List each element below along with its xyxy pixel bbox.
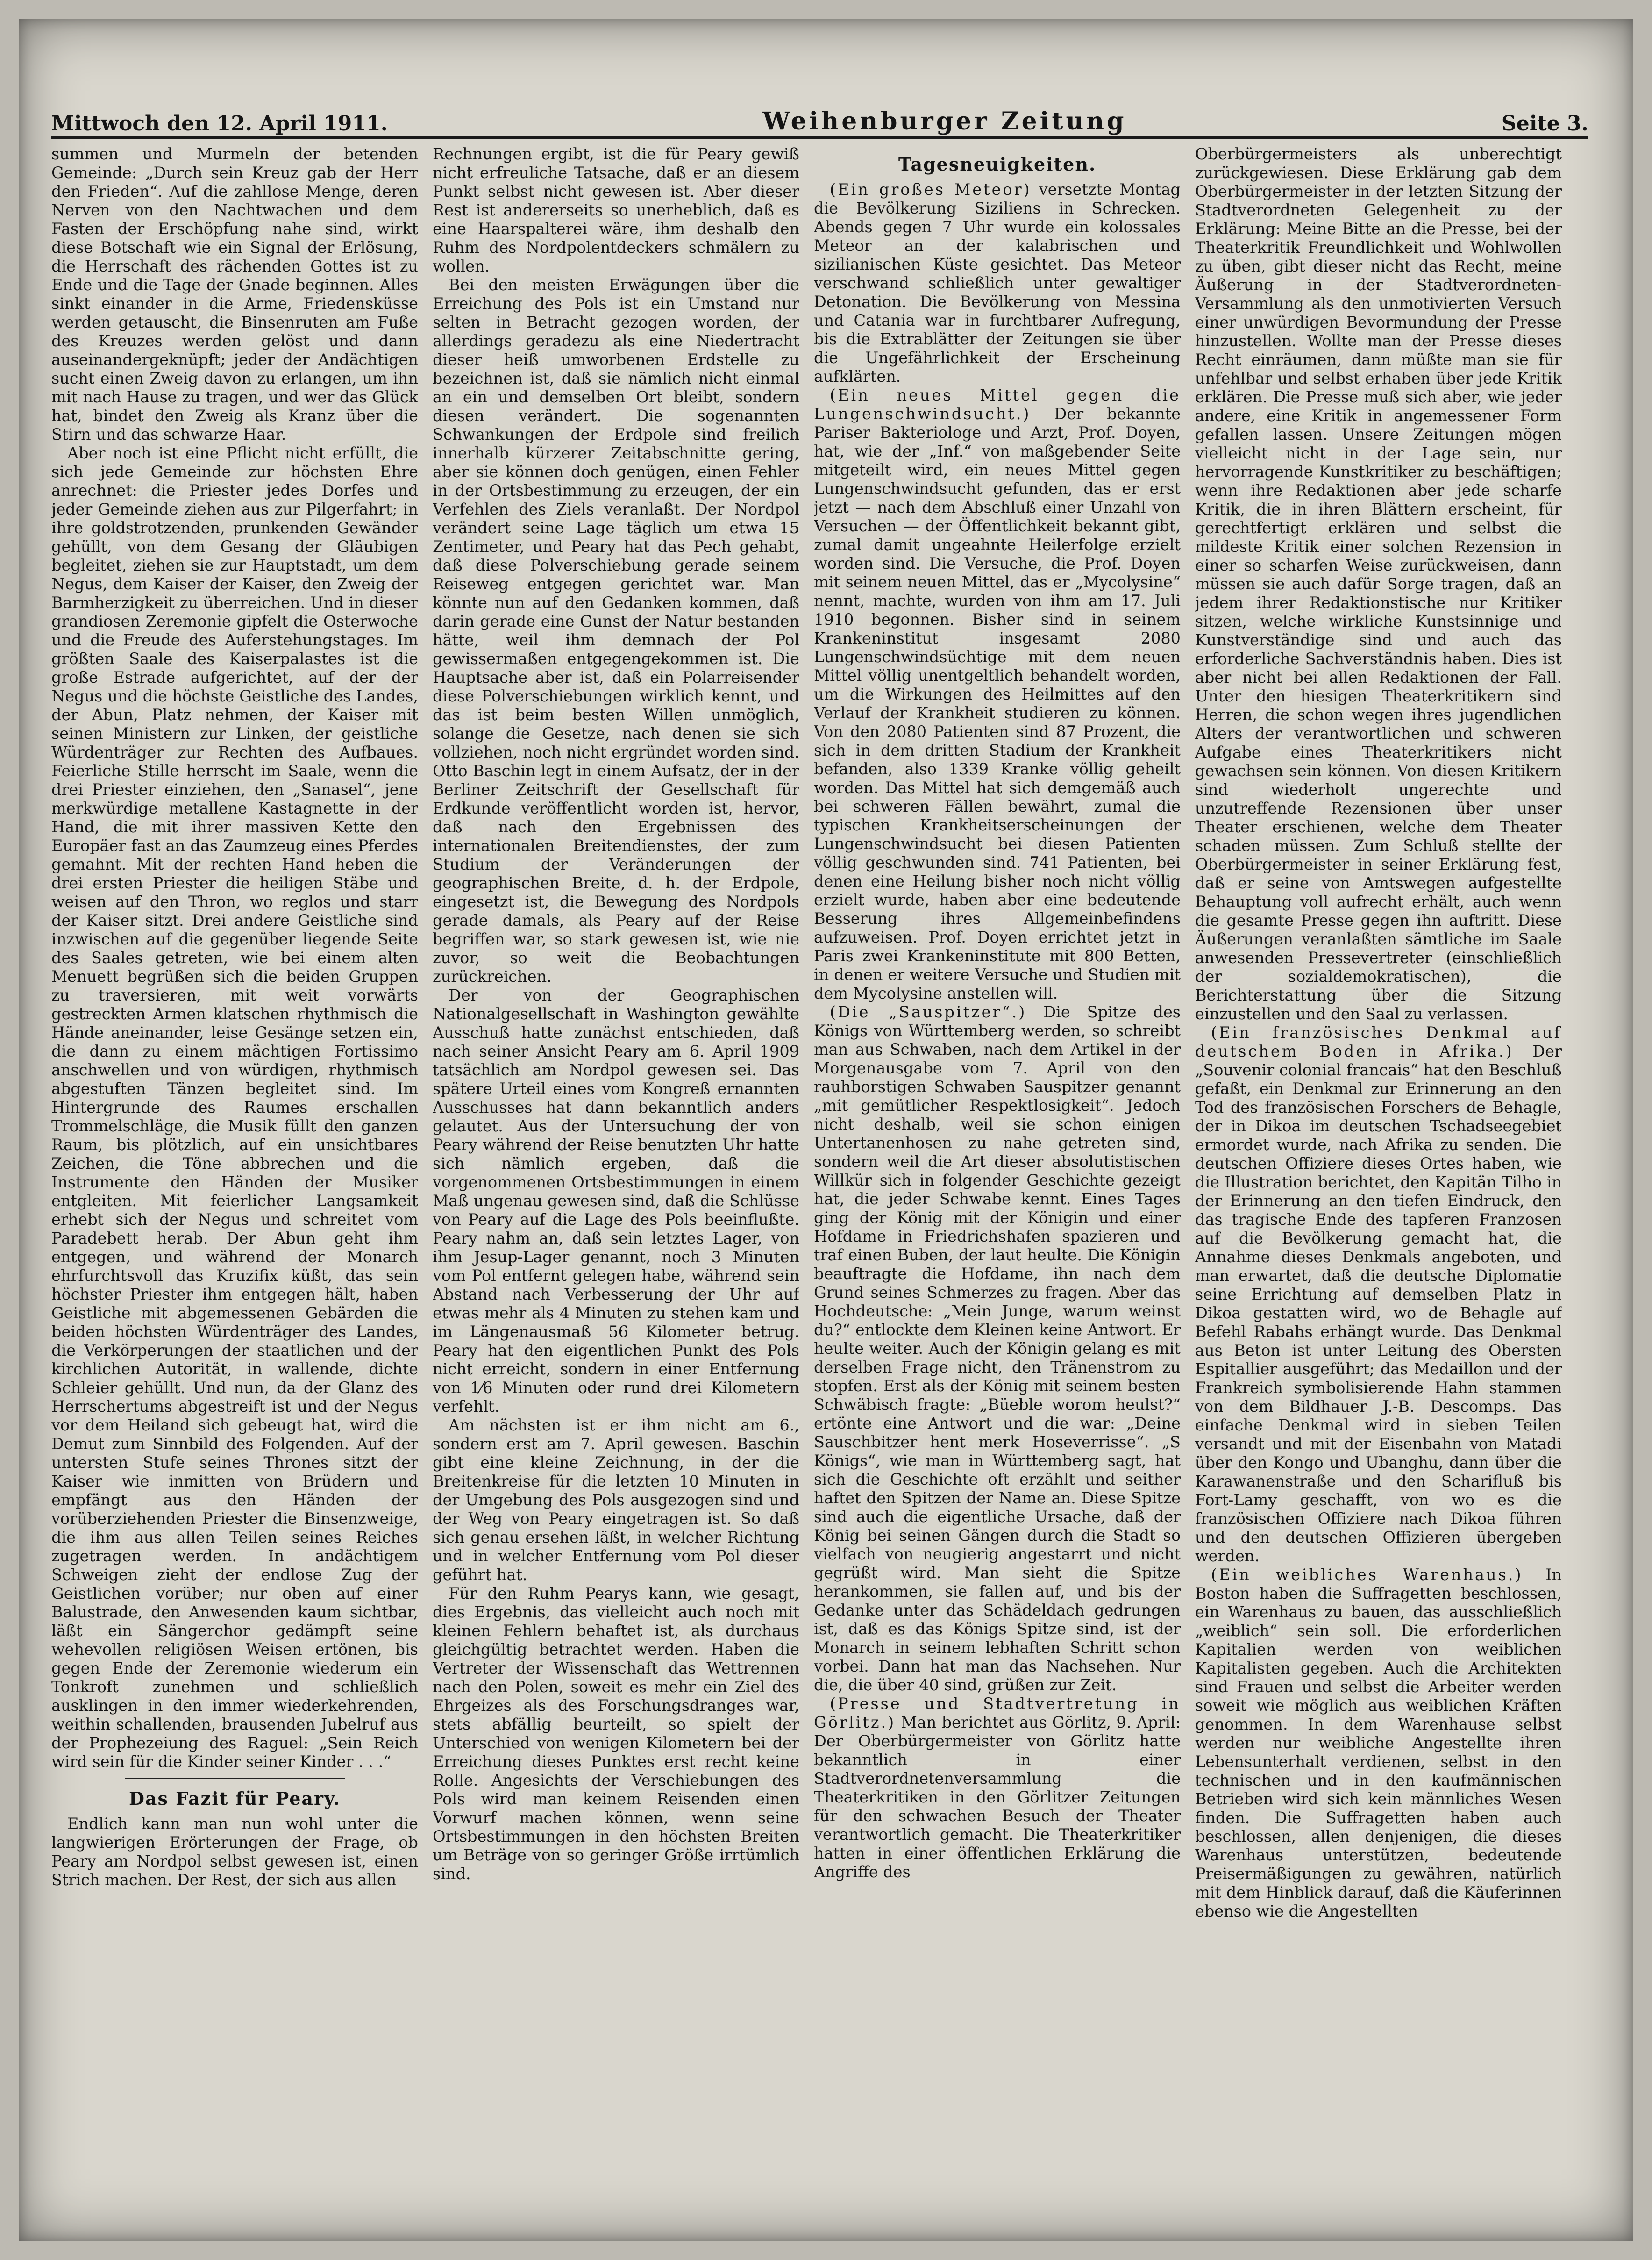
news-goerlitz (814, 1695, 1181, 1881)
peary-paragraph-6: Für den Ruhm Pearys kann, wie gesagt, dies Ergebnis, das vielleicht auch noch mit kleinen Fehlern behaftet ist, als durchaus gleichgültig betrachtet werden. Haben die Vertreter der Wissenschaft das Wettrennen nach den Polen, soweit es mehr ein Ziel des Ehrgeizes als des Forschungsdranges war, stets abfällig beurteilt, so spielt der Unterschied von wenigen Kilometern bei der Erreichung dieses Punktes erst recht keine Rolle. Angesichts der Verschiebungen des Pols wird man keinem Reisenden einen Vorwurf machen können, wenn seine Ortsbestimmungen in den höchsten Breiten um Beträge von so geringer Größe irrtümlich sind. (433, 1584, 799, 1883)
peary-paragraph-5: Am nächsten ist er ihm nicht am 6., sondern erst am 7. April gewesen. Baschin gibt eine kleine Zeichnung, in der die Breitenkreise für die letzten 10 Minuten in der Umgebung des Pols ausgezogen sind und der Weg von Peary eingetragen ist. So daß sich genau ersehen läßt, in welcher Richtung und in welcher Entfernung vom Pol dieser geführt hat. (433, 1416, 799, 1584)
news-denkmal-afrika-body: Der „Souvenir colonial francais“ hat den Beschluß gefaßt, ein Denkmal zur Erinnerung an den Tod des französischen Forschers de Behagle, der in Dikoa im deutschen Tschadseegebiet ermordet wurde, nach Afrika zu senden. Die deutschen Offiziere dieses Ortes haben, wie die Illustration berichtet, den Kapitän Tilho in der Erinnerung an den tiefen Eindruck, den das tragische Ende des tapferen Franzosen auf die Bevölkerung gemacht hat, die Annahme dieses Denkmals angeboten, und man erwartet, daß die deutsche Diplomatie seine Errichtung auf demselben Platz in Dikoa gestatten wird, wo de Behagle auf Befehl Rabahs erhängt wurde. Das Denkmal aus Beton ist unter Leitung des Obersten Espitallier ausgeführt; das Medaillon und der Frankreich symbolisierende Hahn stammen von dem Bildhauer J.-B. Descomps. Das einfache Denkmal wird in sieben Teilen versandt und mit der Eisenbahn von Matadi über den Kongo und Ubanghu, dann über die Karawanenstraße und den Scharifluß bis Fort-Lamy geschafft, von wo es die französischen Offiziere nach Dikoa führen und den deutschen Offizieren übergeben werden. (1195, 1042, 1562, 1565)
news-meteor (814, 180, 1181, 386)
news-sauspitzer (814, 1003, 1181, 1695)
heading-tagesneuigkeiten: Tagesneuigkeiten. (898, 154, 1097, 175)
news-denkmal-afrika (1195, 1023, 1562, 1566)
news-warenhaus-body: In Boston haben die Suffragetten beschlossen, ein Warenhaus zu bauen, das ausschließlich „weiblich“ sein soll. Die erforderlichen Kapitalien werden von weiblichen Kapitalisten gegeben. Auch die Architekten sind Frauen und selbst die Arbeiter werden soweit wie möglich aus weiblichen Kräften genommen. In dem Warenhause selbst werden nur weibliche Angestellte ihren Lebensunterhalt verdienen, selbst in den technischen und in den kaufmännischen Betrieben wird sich kein männliches Wesen finden. Die Suffragetten haben auch beschlossen, allen denjenigen, die dieses Warenhaus unterstützen, bedeutende Preisermäßigungen zu gewähren, natürlich mit dem Hinblick darauf, daß die Käuferinnen ebenso wie die Angestellten (1195, 1566, 1562, 1920)
news-meteor-body: versetzte Montag die Bevölkerung Siziliens in Schrecken. Abends gegen 7 Uhr wurde ein kolossales Meteor an der kalabrischen und sizilianischen Küste gesichtet. Das Meteor verschwand schließlich unter gewaltiger Detonation. Die Bevölkerung von Messina und Catania war in furchtbarer Aufregung, bis die Extrablätter der Zeitungen sie über die Ungefährlichkeit der Erscheinung aufklärten. (814, 180, 1181, 386)
abyssinia-easter-paragraph-1: summen und Murmeln der betenden Gemeinde: „Durch sein Kreuz gab der Herr den Frieden“. Auf die zahllose Menge, deren Nerven von den Nachtwachen und dem Fasten der Erschöpfung nahe sind, wirkt diese Botschaft wie ein Signal der Erlösung, die Herrschaft des rächenden Gottes ist zu Ende und die Tage der Gnade beginnen. Alles sinkt einander in die Arme, Friedensküsse werden getauscht, die Binsenruten am Fuße des Kreuzes werden gelöst und dann auseinandergeknüpft; jeder der Andächtigen sucht einen Zweig davon zu erlangen, um ihn mit nach Hause zu tragen, und wer das Glück hat, bindet den Zweig als Kranz über die Stirn und das schwarze Haar. (51, 145, 418, 443)
masthead (51, 89, 1588, 139)
news-sauspitzer-body: Die Spitze des Königs von Württemberg werden, so schreibt man aus Schwaben, nach dem Artikel in der Morgenausgabe vom 7. April von den rauhborstigen Schwaben Sauspitzer genannt „mit gemütlicher Respektlosigkeit“. Jedoch nicht deshalb, weil sie schon einigen Untertanenhosen zu nahe getreten sind, sondern weil die Art dieser absolutistischen Willkür sich in folgender Geschichte gezeigt hat, die jeder Schwabe kennt. Eines Tages ging der König mit der Königin und einer Hofdame in Friedrichshafen spazieren und traf einen Buben, der laut heulte. Die Königin beauftragte die Hofdame, ihn nach dem Grund seines Schmerzes zu fragen. Aber das Hochdeutsche: „Mein Junge, warum weinst du?“ entlockte dem Kleinen keine Antwort. Er heulte weiter. Auch der Königin gelang es mit derselben Frage nicht, den Tränenstrom zu stopfen. Erst als der König mit seinem besten Schwäbisch fragte: „Büeble worom heulst?“ ertönte eine Antwort und die war: „Deine Sauschbitzer hent merk Hoseverrisse“. „S Königs“, wie man in Württemberg sagt, hat sich die Geschichte oft erzählt und seither haftet den Spitzen der Name an. Diese Spitze sind auch die eigentliche Ursache, daß der König bei seinen Gängen durch die Stadt so vielfach von neugierig angestarrt und nicht gegrüßt wird. Man sieht die Spitze herankommen, sie fallen auf, und bis der Gedanke unter das Schädeldach gedrungen ist, daß es das Königs Spitze sind, ist der Monarch in seinem lebhaften Schritt schon vorbei. Dann hat man das Nachsehen. Nur die, die über 40 sind, grüßen zur Zeit. (814, 1003, 1181, 1694)
article-columns (51, 145, 1588, 2210)
news-sauspitzer-head: (Die „Sauspitzer“.) (830, 1003, 1027, 1021)
peary-paragraph-3: Bei den meisten Erwägungen über die Erreichung des Pols ist ein Umstand nur selten in Betracht gezogen worden, der allerdings geradezu als eine Niedertracht dieser heiß umworbenen Erdstelle zu bezeichnen ist, daß sie nämlich nicht einmal an ein und demselben Ort bleibt, sondern diesen verändert. Die sogenannten Schwankungen der Erdpole sind freilich innerhalb kürzerer Zeitabschnitte gering, aber sie können doch genügen, einen Fehler in der Ortsbestimmung zu erzeugen, der ein Verfehlen des Ziels veranlaßt. Der Nordpol verändert seine Lage täglich um etwa 15 Zentimeter, und Peary hat das Pech gehabt, daß diese Polverschiebung gerade seinem Reiseweg entgegen gerichtet war. Man könnte nun auf den Gedanken kommen, daß darin gerade eine Gunst der Natur bestanden hätte, weil ihm demnach der Pol gewissermaßen entgegengekommen ist. Die Hauptsache aber ist, daß ein Polarreisender diese Polverschiebungen wirklich kennt, und das ist beim besten Willen unmöglich, solange die Gesetze, nach denen sie sich vollziehen, noch nicht ergründet worden sind. Otto Baschin legt in einem Aufsatz, der in der Berliner Zeitschrift der Gesellschaft für Erdkunde veröffentlicht worden ist, hervor, daß nach den Ergebnissen des internationalen Breitendienstes, der zum Studium der Veränderungen der geographischen Breite, d. h. der Erdpole, eingesetzt ist, die Bewegung des Nordpols gerade damals, als Peary auf der Reise begriffen war, so stark gewesen ist, wie nie zuvor, so weit die Beobachtungen zurückreichen. (433, 276, 799, 986)
page-number: Seite 3. (1501, 112, 1588, 136)
news-goerlitz-head: (Presse und Stadtvertretung in Görlitz.) (814, 1695, 1181, 1731)
news-warenhaus-head: (Ein weibliches Warenhaus.) (1211, 1566, 1523, 1584)
peary-paragraph-2: Rechnungen ergibt, ist die für Peary gewiß nicht erfreuliche Tatsache, daß er an diesem Punkt selbst nicht gewesen ist. Aber dieser Rest ist andererseits so unerheblich, daß es eine Haarspalterei wäre, ihm deshalb den Ruhm des Nordpolentdeckers schmälern zu wollen. (433, 145, 799, 275)
issue-date: Mittwoch den 12. April 1911. (51, 112, 388, 136)
peary-paragraph-1: Endlich kann man nun wohl unter die langwierigen Erörterungen der Frage, ob Peary am Nordpol selbst gewesen ist, einen Strich machen. Der Rest, der sich aus allen (51, 1815, 418, 1889)
news-meteor-head: (Ein großes Meteor) (830, 180, 1032, 199)
column-2 (433, 145, 799, 2210)
news-denkmal-afrika-head: (Ein französisches Denkmal auf deutschem Boden in Afrika.) (1195, 1023, 1562, 1060)
news-lungenschwindsucht (814, 386, 1181, 1003)
news-warenhaus (1195, 1566, 1562, 1921)
newspaper-page (19, 19, 1633, 2241)
column-1 (51, 145, 418, 2210)
news-goerlitz-body: Man berichtet aus Görlitz, 9. April: Der Oberbürgermeister von Görlitz hatte bekanntlich in einer Stadtverordnetenversammlung die Theaterkritiken in den Görlitzer Zeitungen für den schwachen Besuch der Theater verantwortlich gemacht. Die Theaterkritiker hatten in einer öffentlichen Erklärung die Angriffe des (814, 1713, 1181, 1881)
column-3 (814, 145, 1181, 2210)
section-divider (125, 1778, 345, 1779)
newspaper-title: Weihenburger Zeitung (762, 107, 1127, 136)
heading-fazit-peary: Das Fazit für Peary. (128, 1788, 341, 1809)
column-4 (1195, 145, 1562, 2210)
news-goerlitz-continued: Oberbürgermeisters als unberechtigt zurückgewiesen. Diese Erklärung gab dem Oberbürgermeister in der letzten Sitzung der Stadtverordneten Gelegenheit zu der Erklärung: Meine Bitte an die Presse, bei der Theaterkritik Freundlichkeit und Wohlwollen zu üben, gibt dieser nicht das Recht, meine Äußerung in der Stadtverordneten-Versammlung als den unmotivierten Versuch einer unwürdigen Bevormundung der Presse hinzustellen. Wollte man der Presse dieses Recht einräumen, dann müßte man sie für unfehlbar und selbst erhaben über jede Kritik erklären. Die Presse muß sich aber, wie jeder andere, eine Kritik in angemessener Form gefallen lassen. Unsere Zeitungen mögen vielleicht nicht in der Lage sein, nur hervorragende Kunstkritiker zu beschäftigen; wenn ihre Redaktionen aber jede scharfe Kritik, die in ihren Blättern erscheint, für gerechtfertigt erklären und selbst die mildeste Kritik einer solchen Rezension in einer so scharfen Weise zurückweisen, dann müssen sie auch dafür Sorge tragen, daß an jedem ihrer Redaktionstische nur Kritiker sitzen, welche wirkliche Kunstsinnige und Kunstverständige sind und auch das erforderliche Sachverständnis haben. Dies ist aber nicht bei allen Redaktionen der Fall. Unter den hiesigen Theaterkritikern sind Herren, die schon wegen ihres jugendlichen Alters der verantwortlichen und schweren Aufgabe eines Theaterkritikers nicht gewachsen sein können. Von diesen Kritikern sind wiederholt ungerechte und unzutreffende Rezensionen über unser Theater erschienen, welche dem Theater schaden müssen. Zum Schluß stellte der Oberbürgermeister in seiner Erklärung fest, daß er seine von Amtswegen aufgestellte Behauptung voll aufrecht erhält, auch wenn die gesamte Presse gegen ihn auftritt. Diese Äußerungen veranlaßten sämtliche im Saale anwesenden Pressevertreter (einschließlich der sozialdemokratischen), die Berichterstattung über die Sitzung einzustellen und den Saal zu verlassen. (1195, 145, 1562, 1023)
peary-paragraph-4: Der von der Geographischen Nationalgesellschaft in Washington gewählte Ausschuß hatte zunächst entschieden, daß nach seiner Ansicht Peary am 6. April 1909 tatsächlich am Nordpol gewesen sei. Das spätere Urteil eines vom Kongreß ernannten Ausschusses hat dann bekanntlich anders gelautet. Aus der Untersuchung der von Peary während der Reise benutzten Uhr hatte sich nämlich ergeben, daß die vorgenommenen Ortsbestimmungen in einem Maß ungenau gewesen sind, daß die Schlüsse von Peary auf die Lage des Pols beeinflußte. Peary nahm an, daß sein letztes Lager, von ihm Jesup-Lager genannt, noch 3 Minuten vom Pol entfernt gelegen habe, während sein Abstand nach Verbesserung der Uhr auf etwas mehr als 4 Minuten zu stehen kam und im Längenausmaß 56 Kilometer betrug. Peary hat den eigentlichen Punkt des Pols nicht erreicht, sondern in einer Entfernung von 1⁄6 Minuten oder rund drei Kilometern verfehlt. (433, 986, 799, 1416)
news-lungenschwindsucht-head: (Ein neues Mittel gegen die Lungenschwindsucht.) (814, 386, 1181, 423)
abyssinia-easter-paragraph-2: Aber noch ist eine Pflicht nicht erfüllt, die sich jede Gemeinde zur höchsten Ehre anrechnet: die Priester jedes Dorfes und jeder Gemeinde ziehen aus zur Pilgerfahrt; in ihre goldstrotzenden, prunkenden Gewänder gehüllt, von dem Gesang der Gläubigen begleitet, ziehen sie zur Hauptstadt, um dem Negus, dem Kaiser der Kaiser, den Zweig der Barmherzigkeit zu überreichen. Und in dieser grandiosen Zeremonie gipfelt die Osterwoche und die Freude des Auferstehungstages. Im größten Saale des Kaiserpalastes ist die große Estrade aufgerichtet, auf der der Negus und die höchste Geistliche des Landes, der Abun, Platz nehmen, der Kaiser mit seinen Ministern zur Linken, der geistliche Würdenträger zur Rechten des Aufbaues. Feierliche Stille herrscht im Saale, wenn die drei Priester einziehen, den „Sanasel“, jene merkwürdige metallene Kastagnette in der Hand, die mit ihrer massiven Kette den Europäer fast an das Zaumzeug eines Pferdes gemahnt. Mit der rechten Hand heben die drei ersten Priester die heiligen Stäbe und weisen auf den Thron, wo reglos und starr der Kaiser sitzt. Drei andere Geistliche sind inzwischen auf die gegenüber liegende Seite des Saales getreten, wie bei einem alten Menuett begrüßen sich die beiden Gruppen zu traversieren, mit weit vorwärts gestreckten Armen klatschen rhythmisch die Hände aneinander, leise Gesänge setzen ein, die dann zu einem mächtigen Fortissimo anschwellen und von würdigen, rhythmisch abgestuften Tänzen begleitet sind. Im Hintergrunde des Raumes erschallen Trommelschläge, die Musik füllt den ganzen Raum, bis plötzlich, auf ein unsichtbares Zeichen, die Töne abbrechen und die Instrumente den Händen der Musiker entgleiten. Mit feierlicher Langsamkeit erhebt sich der Negus und schreitet vom Paradebett herab. Der Abun geht ihm entgegen, und während der Monarch ehrfurchtsvoll das Kruzifix küßt, das sein höchster Priester ihm entgegen hält, haben Geistliche mit abgemessenen Gebärden die beiden höchsten Würdenträger des Landes, die Verkörperungen der staatlichen und der kirchlichen Autorität, in wallende, dichte Schleier gehüllt. Und nun, da der Glanz des Herrschertums abgestreift ist und der Negus vor dem Heiland sich gebeugt hat, wird die Demut zum Sinnbild des Folgenden. Auf der untersten Stufe seines Thrones sitzt der Kaiser wie inmitten von Brüdern und empfängt aus den Händen der vorüberziehenden Priester die Binsenzweige, die ihm aus allen Teilen seines Reiches zugetragen werden. In andächtigem Schweigen zieht der endlose Zug der Geistlichen vorüber; nur oben auf einer Balustrade, den Anwesenden kaum sichtbar, läßt ein Sängerchor gedämpft seine wehevollen religiösen Weisen ertönen, bis gegen Ende der Zeremonie wiederum ein Tonkroft zunehmen und schließlich ausklingen in den immer wiederkehrenden, weithin schallenden, brausenden Jubelruf aus der Prophezeiung des Raguel: „Sein Reich wird sein für die Kinder seiner Kinder . . .“ (51, 444, 418, 1771)
news-lungenschwindsucht-body: Der bekannte Pariser Bakteriologe und Arzt, Prof. Doyen, hat, wie der „Inf.“ von maßgebender Seite mitgeteilt wird, ein neues Mittel gegen Lungenschwindsucht gefunden, das er erst jetzt — nach dem Abschluß einer Unzahl von Versuchen — der Öffentlichkeit bekannt gibt, zumal damit ungeahnte Heilerfolge erzielt worden sind. Die Versuche, die Prof. Doyen mit seinem neuen Mittel, das er „Mycolysine“ nennt, machte, wurden von ihm am 17. Juli 1910 begonnen. Bisher sind in seinem Krankeninstitut insgesamt 2080 Lungenschwindsüchtige mit dem neuen Mittel völlig unentgeltlich behandelt worden, um die Wirkungen des Heilmittes auf den Verlauf der Krankheit studieren zu können. Von den 2080 Patienten sind 87 Prozent, die sich in dem dritten Stadium der Krankheit befanden, also 1339 Kranke völlig geheilt worden. Das Mittel hat sich demgemäß auch bei schweren Fällen bewährt, zumal die typischen Krankheitserscheinungen der Lungenschwindsucht bei diesen Patienten völlig geschwunden sind. 741 Patienten, bei denen eine Heilung bisher noch nicht völlig erzielt wurde, haben aber eine bedeutende Besserung ihres Allgemeinbefindens aufzuweisen. Prof. Doyen errichtet jetzt in Paris zwei Krankeninstitute mit 800 Betten, in denen er weitere Versuche und Studien mit dem Mycolysine anstellen will. (814, 405, 1181, 1002)
